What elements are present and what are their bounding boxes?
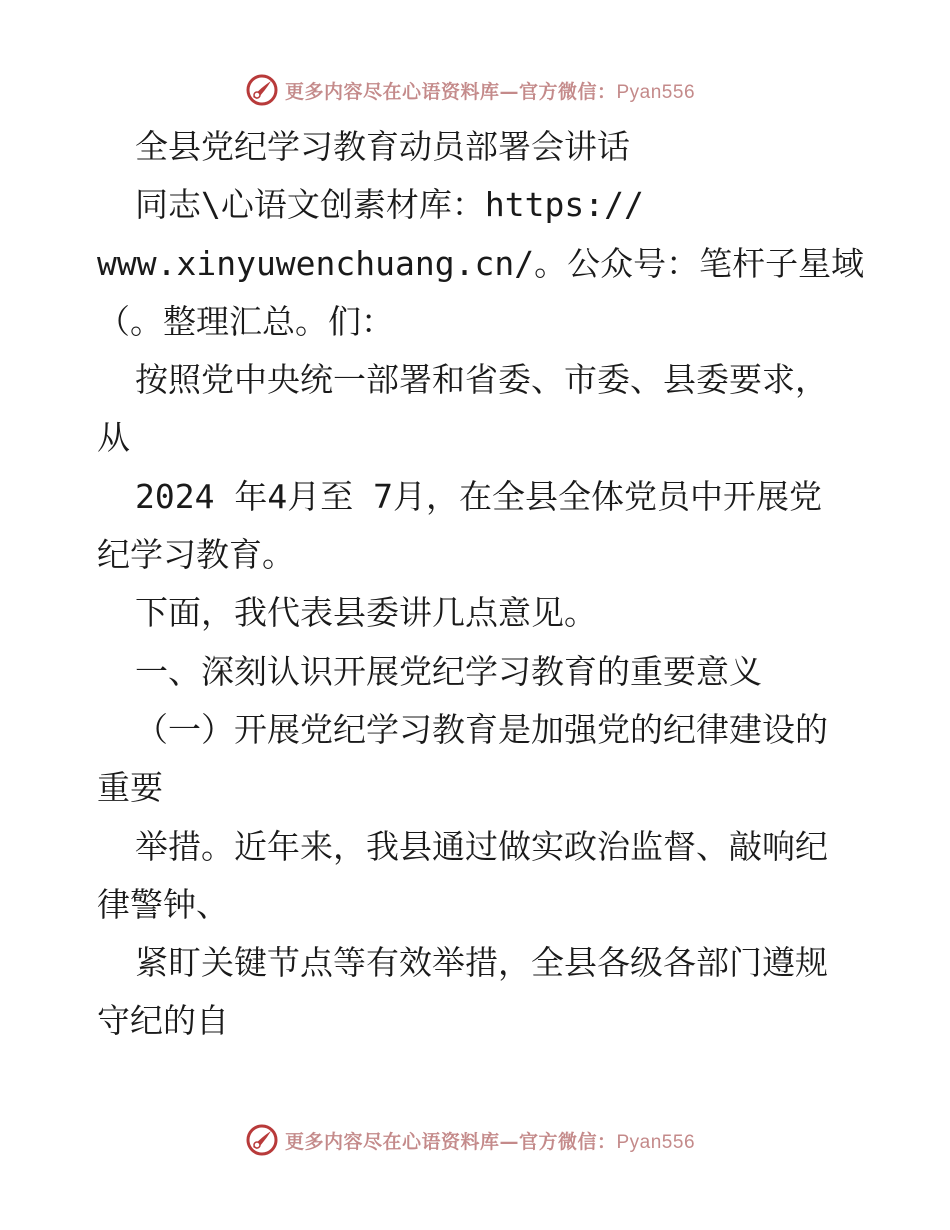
brush-logo-icon — [245, 73, 279, 107]
banner-text: 更多内容尽在心语资料库—官方微信：Pyan556 — [284, 80, 696, 103]
document-line: 纪学习教育。 — [97, 535, 295, 575]
document-line: 重要 — [97, 768, 163, 808]
document-line: 全县党纪学习教育动员部署会讲话 — [135, 127, 630, 166]
document-line: 2024 年4月至 7月，在全县全体党员中开展党 — [135, 476, 822, 516]
document-line: （一）开展党纪学习教育是加强党的纪律建设的 — [135, 709, 828, 749]
document-body — [97, 118, 865, 1051]
footer-banner — [0, 1120, 950, 1160]
document-line: 下面，我代表县委讲几点意见。 — [135, 593, 597, 633]
header-banner — [0, 70, 950, 110]
document-line: 举措。近年来，我县通过做实政治监督、敲响纪 — [135, 826, 828, 866]
document-line: www.xinyuwenchuang.cn/。公众号：笔杆子星域 — [97, 243, 865, 283]
document-line: 从 — [97, 418, 130, 458]
document-line: 一、深刻认识开展党纪学习教育的重要意义 — [135, 651, 762, 691]
document-line: 紧盯关键节点等有效举措，全县各级各部门遵规 — [135, 943, 828, 983]
document-line: （。整理汇总。们： — [97, 301, 394, 341]
banner-text: 更多内容尽在心语资料库—官方微信：Pyan556 — [284, 1130, 696, 1153]
document-line: 同志\心语文创素材库：https:// — [135, 185, 644, 225]
document-line: 守纪的自 — [97, 1001, 229, 1041]
document-line: 按照党中央统一部署和省委、市委、县委要求， — [135, 360, 828, 400]
brush-logo-icon — [245, 1123, 279, 1157]
document-line: 律警钟、 — [97, 884, 229, 924]
